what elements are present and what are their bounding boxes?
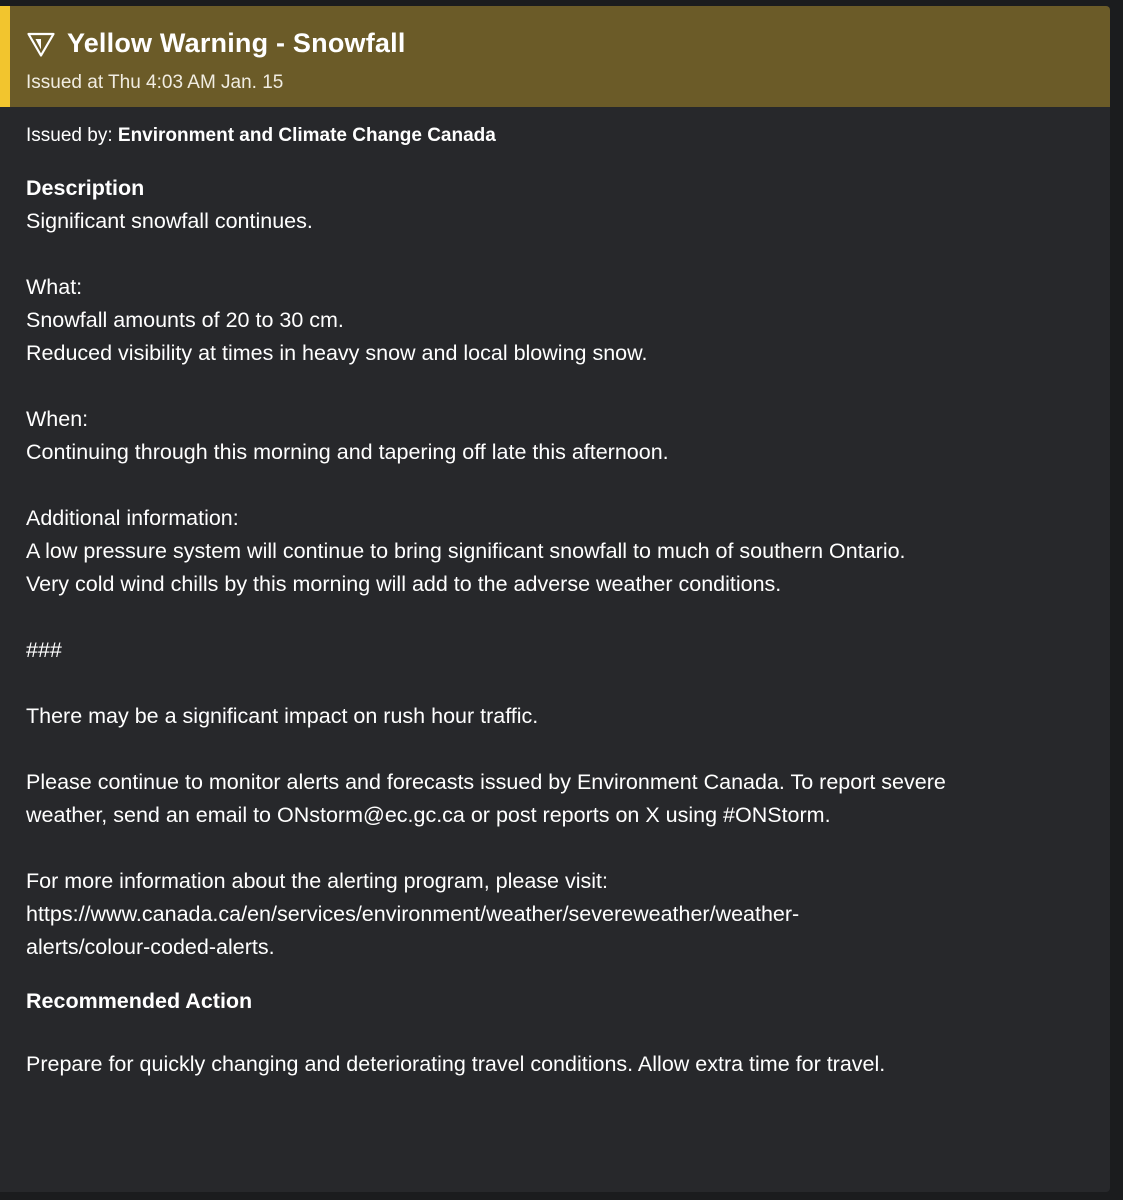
description-line: Continuing through this morning and tapering off late this afternoon. [26, 440, 669, 464]
description-line: Very cold wind chills by this morning will add to the adverse weather conditions. [26, 572, 782, 596]
description-line: ### [26, 638, 62, 662]
description-blank-line [26, 832, 1096, 865]
description-line: weather, send an email to ONstorm@ec.gc.ca or post reports on X using #ONStorm. [26, 803, 831, 827]
issued-by-value: Environment and Climate Change Canada [117, 125, 496, 146]
description-line: What: [26, 275, 83, 299]
description-text [26, 205, 1096, 964]
alert-header [0, 6, 1110, 107]
description-line: Reduced visibility at times in heavy snow and local blowing snow. [26, 341, 648, 365]
alert-card [0, 6, 1110, 1192]
issued-by [26, 121, 1096, 151]
recommended-action-text: Prepare for quickly changing and deteriorating travel conditions. Allow extra time for travel. [26, 1052, 886, 1076]
warning-triangle-icon [26, 29, 56, 59]
description-blank-line [26, 667, 1096, 700]
description-line: There may be a significant impact on rush hour traffic. [26, 704, 539, 728]
alert-title-row [26, 28, 406, 59]
description-blank-line [26, 238, 1096, 271]
recommended-action-heading: Recommended Action [26, 989, 253, 1013]
issued-by-label: Issued by: [26, 125, 118, 146]
description-blank-line [26, 733, 1096, 766]
description-line: When: [26, 407, 89, 431]
description-blank-line [26, 601, 1096, 634]
description-line: For more information about the alerting program, please visit: [26, 869, 608, 893]
description-line: Snowfall amounts of 20 to 30 cm. [26, 308, 344, 332]
description-line: alerts/colour-coded-alerts. [26, 935, 275, 959]
description-heading: Description [26, 176, 145, 200]
issued-at-timestamp: Issued at Thu 4:03 AM Jan. 15 [26, 72, 284, 93]
description-line: Please continue to monitor alerts and forecasts issued by Environment Canada. To report severe [26, 770, 946, 794]
description-line: https://www.canada.ca/en/services/environment/weather/severeweather/weather- [26, 902, 800, 926]
description-line: Significant snowfall continues. [26, 209, 313, 233]
description-line: A low pressure system will continue to bring significant snowfall to much of southern Ontario. [26, 539, 906, 563]
alert-title: Yellow Warning - Snowfall [67, 28, 406, 58]
description-line: Additional information: [26, 506, 239, 530]
description-blank-line [26, 469, 1096, 502]
alert-body [0, 107, 1096, 1081]
description-blank-line [26, 370, 1096, 403]
